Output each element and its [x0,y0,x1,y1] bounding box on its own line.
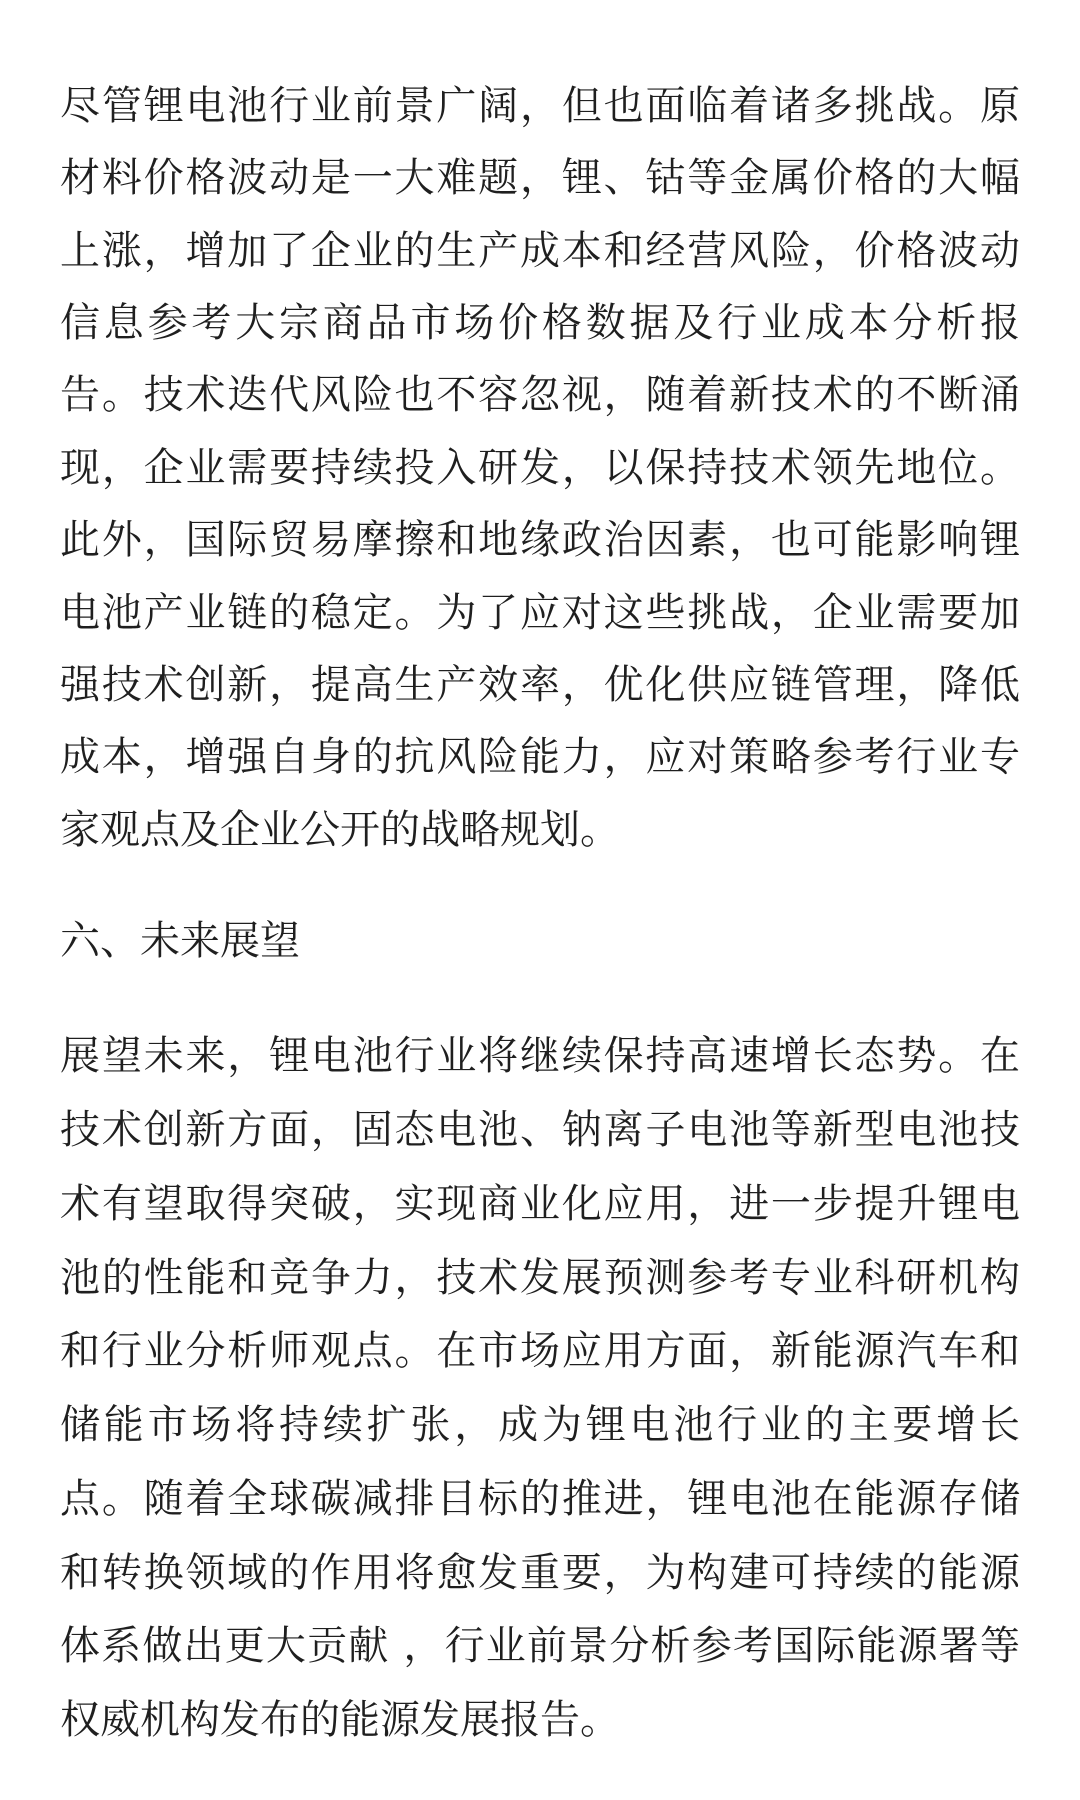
paragraph-line: 展望未来，锂电池行业将继续保持高速增长态势。在 [60,1033,1020,1079]
paragraph-line: 术有望取得突破，实现商业化应用，进一步提升锂电 [60,1181,1020,1227]
paragraph-line: 和行业分析师观点。在市场应用方面，新能源汽车和 [60,1328,1020,1374]
paragraph-line: 家观点及企业公开的战略规划。 [60,807,620,853]
paragraph-line: 储能市场将持续扩张，成为锂电池行业的主要增长 [60,1402,1020,1448]
paragraph-line: 成本，增强自身的抗风险能力，应对策略参考行业专 [60,734,1020,780]
paragraph-line: 告。技术迭代风险也不容忽视，随着新技术的不断涌 [60,372,1020,418]
paragraph-line: 上涨，增加了企业的生产成本和经营风险，价格波动 [60,228,1020,274]
paragraph-line: 此外，国际贸易摩擦和地缘政治因素，也可能影响锂 [60,517,1020,563]
paragraph-line: 尽管锂电池行业前景广阔，但也面临着诸多挑战。原 [60,83,1020,129]
paragraph-line: 强技术创新，提高生产效率，优化供应链管理，降低 [60,662,1020,708]
paragraph-line: 技术创新方面，固态电池、钠离子电池等新型电池技 [60,1107,1020,1153]
paragraph-line: 信息参考大宗商品市场价格数据及行业成本分析报 [60,300,1020,346]
paragraph-line: 材料价格波动是一大难题，锂、钴等金属价格的大幅 [60,155,1020,201]
paragraph-line: 现，企业需要持续投入研发，以保持技术领先地位。 [60,445,1020,491]
paragraph-line: 和转换领域的作用将愈发重要，为构建可持续的能源 [60,1550,1020,1596]
paragraph-line: 池的性能和竞争力，技术发展预测参考专业科研机构 [60,1255,1020,1301]
paragraph-line: 电池产业链的稳定。为了应对这些挑战，企业需要加 [60,590,1020,636]
paragraph-line: 权威机构发布的能源发展报告。 [60,1697,620,1743]
paragraph-line: 体系做出更大贡献 ，行业前景分析参考国际能源署等 [60,1623,1020,1669]
paragraph-line: 点。随着全球碳减排目标的推进，锂电池在能源存储 [60,1476,1020,1522]
section-heading: 六、未来展望 [60,918,300,964]
